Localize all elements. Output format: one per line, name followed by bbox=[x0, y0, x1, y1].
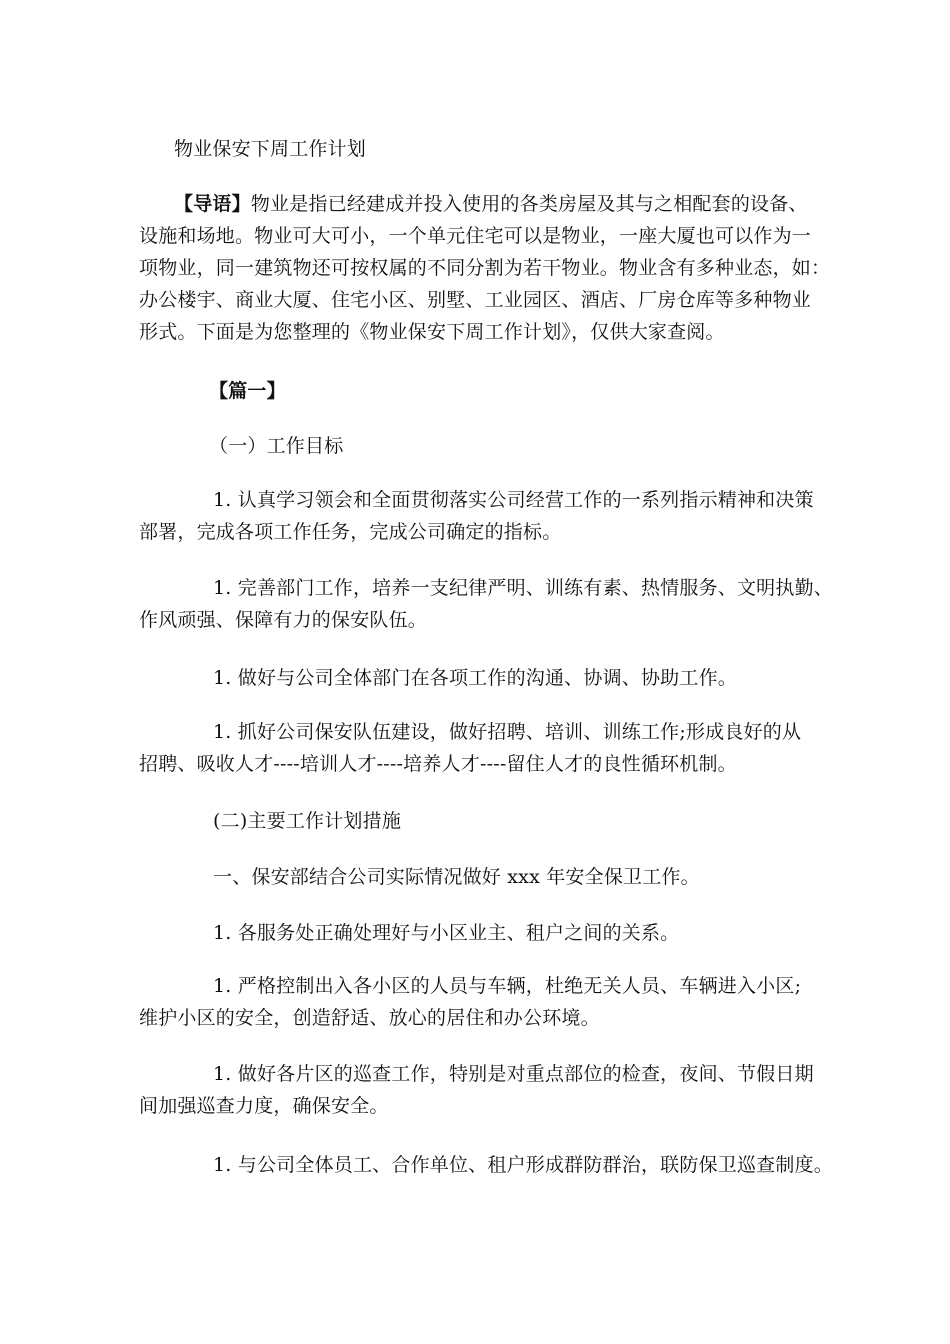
measure-item-1: 1. 各服务处正确处理好与小区业主、租户之间的关系。 bbox=[213, 922, 680, 944]
intro-line-4: 办公楼宇、商业大厦、住宅小区、别墅、工业园区、酒店、厂房仓库等多种物业 bbox=[139, 289, 812, 311]
intro-tag: 【导语】 bbox=[174, 193, 251, 215]
intro-line-1: 【导语】物业是指已经建成并投入使用的各类房屋及其与之相配套的设备、 bbox=[174, 193, 808, 215]
document-title: 物业保安下周工作计划 bbox=[174, 138, 367, 160]
intro-line-3: 项物业，同一建筑物还可按权属的不同分割为若干物业。物业含有多种业态，如： bbox=[139, 257, 831, 279]
measure-item-3: 1. 做好各片区的巡查工作，特别是对重点部位的检查，夜间、节假日期 间加强巡查力度，确保安全。 bbox=[139, 1063, 814, 1117]
goal-item-1: 1. 认真学习领会和全面贯彻落实公司经营工作的一系列指示精神和决策 部署，完成各项工作任务，完成公司确定的指标。 bbox=[139, 489, 814, 543]
goal-item-4: 1. 抓好公司保安队伍建设，做好招聘、培训、训练工作;形成良好的从 招聘、吸收人才----培训人才----培养人才----留住人才的良性循环机制。 bbox=[139, 721, 802, 775]
goal-item-3: 1. 做好与公司全体部门在各项工作的沟通、协调、协助工作。 bbox=[213, 667, 737, 689]
section-label: 【篇一】 bbox=[209, 380, 286, 402]
intro-line-5: 形式。下面是为您整理的《物业保安下周工作计划》，仅供大家查阅。 bbox=[139, 321, 725, 343]
intro-paragraph bbox=[139, 188, 830, 348]
measure-item-4: 1. 与公司全体员工、合作单位、租户形成群防群治，联防保卫巡查制度。 bbox=[213, 1154, 833, 1176]
intro-line-2: 设施和场地。物业可大可小，一个单元住宅可以是物业，一座大厦也可以作为一 bbox=[139, 225, 812, 247]
measure-item-2: 1. 严格控制出入各小区的人员与车辆，杜绝无关人员、车辆进入小区; 维护小区的安全，创造舒适、放心的居住和办公环境。 bbox=[139, 975, 802, 1029]
heading-main-measures: (二)主要工作计划措施 bbox=[213, 810, 402, 832]
sub-heading-security: 一、保安部结合公司实际情况做好 xxx 年安全保卫工作。 bbox=[213, 866, 700, 888]
goal-item-2: 1. 完善部门工作，培养一支纪律严明、训练有素、热情服务、文明执勤、 作风顽强、保障有力的保安队伍。 bbox=[139, 577, 833, 631]
heading-work-goals: （一）工作目标 bbox=[209, 435, 344, 457]
